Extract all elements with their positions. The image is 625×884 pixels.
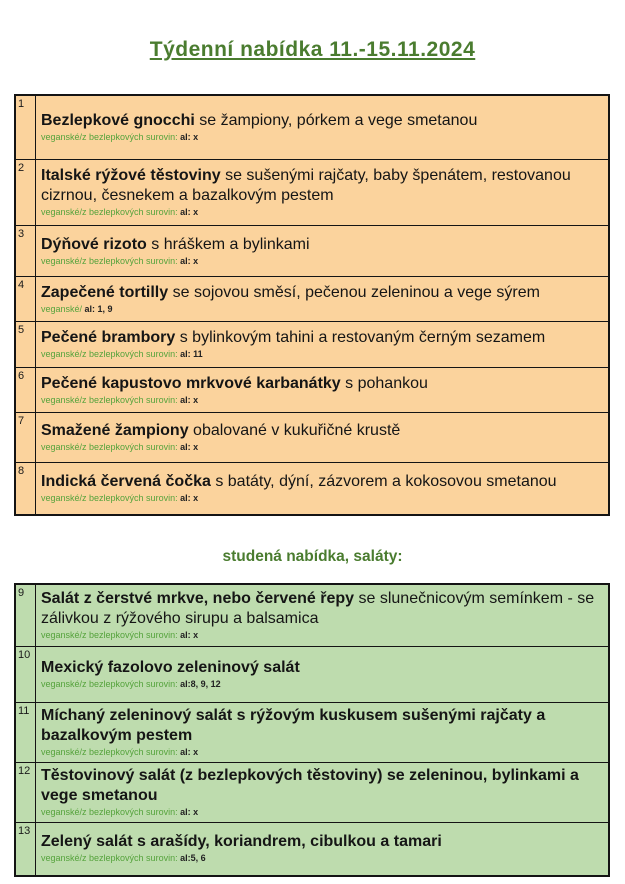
allergen-info: al:8, 9, 12 <box>180 679 221 690</box>
dish-description: s hráškem a bylinkami <box>146 235 310 253</box>
dish-line <box>41 589 600 629</box>
dish-line <box>41 235 600 255</box>
row-content <box>36 585 608 646</box>
dish-line <box>41 706 600 746</box>
dish-name: Indická červená čočka <box>41 473 211 491</box>
allergen-info: al:5, 6 <box>180 853 206 864</box>
row-number: 11 <box>16 703 36 762</box>
dietary-line <box>41 679 600 690</box>
row-number: 13 <box>16 823 36 875</box>
allergen-info: al: x <box>180 132 199 143</box>
vegan-label: veganské/z bezlepkových surovin: <box>41 442 178 453</box>
allergen-info: al: x <box>180 493 199 504</box>
vegan-label: veganské/z bezlepkových surovin: <box>41 679 178 690</box>
allergen-info: al: x <box>180 806 199 817</box>
vegan-label: veganské/z bezlepkových surovin: <box>41 806 178 817</box>
row-content <box>36 322 608 367</box>
dish-name: Smažené žampiony <box>41 422 189 440</box>
dish-line <box>41 421 600 441</box>
vegan-label: veganské/z bezlepkových surovin: <box>41 255 178 266</box>
dish-description: s bylinkovým tahini a restovaným černým sezamem <box>175 329 546 347</box>
menu-row <box>16 702 608 762</box>
menu-row <box>16 367 608 412</box>
dish-description: s batáty, dýní, zázvorem a kokosovou smetanou <box>210 473 557 491</box>
dish-name: Pečené brambory <box>41 329 176 347</box>
allergen-info: al: x <box>180 207 199 218</box>
menu-row <box>16 585 608 646</box>
dish-name: Dýňové rizoto <box>41 235 147 253</box>
allergen-info: al: 11 <box>180 349 203 360</box>
dish-description: s pohankou <box>340 374 428 392</box>
menu-row <box>16 646 608 702</box>
row-content <box>36 647 608 702</box>
cold-section-heading: studená nabídka, saláty: <box>222 548 403 565</box>
dietary-line <box>41 493 600 504</box>
row-number: 8 <box>16 463 36 514</box>
dietary-line <box>41 256 600 267</box>
dietary-line <box>41 630 600 641</box>
menu-row <box>16 462 608 514</box>
row-content <box>36 96 608 159</box>
dish-description: se slunečnicovým semínkem - se zálivkou z rýžového sirupu a balsamica <box>41 590 595 628</box>
row-number: 2 <box>16 160 36 225</box>
vegan-label: veganské/z bezlepkových surovin: <box>41 349 178 360</box>
row-number: 10 <box>16 647 36 702</box>
dish-line <box>41 374 600 394</box>
vegan-label: veganské/z bezlepkových surovin: <box>41 747 178 757</box>
row-number: 9 <box>16 585 36 646</box>
dish-name: Italské rýžové těstoviny <box>41 167 221 185</box>
vegan-label: veganské/z bezlepkových surovin: <box>41 493 178 504</box>
dietary-line <box>41 747 600 758</box>
dish-line <box>41 766 600 806</box>
vegan-label: veganské/ <box>41 303 83 314</box>
vegan-label: veganské/z bezlepkových surovin: <box>41 853 178 864</box>
dietary-line <box>41 132 600 143</box>
dish-name: Zelený salát s arašídy, koriandrem, cibulkou a tamari <box>41 833 442 851</box>
hot-dishes-table <box>14 94 610 516</box>
cold-dishes-table <box>14 583 610 877</box>
row-content <box>36 823 608 875</box>
allergen-info: al: x <box>180 394 199 405</box>
allergen-info: al: x <box>180 747 199 757</box>
row-content <box>36 763 608 822</box>
row-content <box>36 368 608 412</box>
vegan-label: veganské/z bezlepkových surovin: <box>41 630 178 641</box>
menu-row <box>16 762 608 822</box>
dish-line <box>41 328 600 348</box>
row-content <box>36 277 608 321</box>
dish-name: Míchaný zeleninový salát s rýžovým kuskusem sušenými rajčaty a bazalkovým pestem <box>41 707 546 744</box>
dish-line <box>41 472 600 492</box>
menu-row <box>16 159 608 225</box>
menu-row <box>16 321 608 367</box>
menu-row <box>16 412 608 462</box>
menu-row <box>16 225 608 276</box>
allergen-info: al: x <box>180 630 199 641</box>
dish-name: Salát z čerstvé mrkve, nebo červené řepy <box>41 590 355 608</box>
dietary-line <box>41 395 600 406</box>
dietary-line <box>41 807 600 818</box>
row-content <box>36 703 608 762</box>
row-content <box>36 463 608 514</box>
dish-line <box>41 166 600 206</box>
row-number: 4 <box>16 277 36 321</box>
dish-line <box>41 658 600 678</box>
dietary-line <box>41 207 600 218</box>
row-content <box>36 160 608 225</box>
vegan-label: veganské/z bezlepkových surovin: <box>41 394 178 405</box>
dish-description: se žampiony, pórkem a vege smetanou <box>194 112 478 130</box>
row-number: 1 <box>16 96 36 159</box>
allergen-info: al: 1, 9 <box>84 303 113 314</box>
vegan-label: veganské/z bezlepkových surovin: <box>41 132 178 143</box>
vegan-label: veganské/z bezlepkových surovin: <box>41 207 178 218</box>
dish-name: Bezlepkové gnocchi <box>41 112 195 130</box>
row-number: 7 <box>16 413 36 462</box>
allergen-info: al: x <box>180 255 199 266</box>
row-number: 3 <box>16 226 36 276</box>
dish-description: obalované v kukuřičné krustě <box>188 422 401 440</box>
dietary-line <box>41 304 600 315</box>
dietary-line <box>41 853 600 864</box>
dietary-line <box>41 442 600 453</box>
dish-name: Pečené kapustovo mrkvové karbanátky <box>41 374 341 392</box>
menu-row <box>16 276 608 321</box>
menu-row <box>16 822 608 875</box>
dish-line <box>41 832 600 852</box>
dish-description: se sušenými rajčaty, baby špenátem, restovanou cizrnou, česnekem a bazalkovým pestem <box>41 167 571 205</box>
dish-line <box>41 111 600 131</box>
row-number: 12 <box>16 763 36 822</box>
menu-row <box>16 96 608 159</box>
row-number: 5 <box>16 322 36 367</box>
page-title: Týdenní nabídka 11.-15.11.2024 <box>149 38 476 61</box>
dish-description: se sojovou směsí, pečenou zeleninou a vege sýrem <box>168 283 540 301</box>
dish-name: Mexický fazolovo zeleninový salát <box>41 659 300 677</box>
allergen-info: al: x <box>180 442 199 453</box>
dietary-line <box>41 349 600 360</box>
dish-line <box>41 283 600 303</box>
dish-name: Zapečené tortilly <box>41 283 169 301</box>
row-content <box>36 226 608 276</box>
row-number: 6 <box>16 368 36 412</box>
dish-name: Těstovinový salát (z bezlepkových těstoviny) se zeleninou, bylinkami a vege smetanou <box>41 766 579 804</box>
row-content <box>36 413 608 462</box>
